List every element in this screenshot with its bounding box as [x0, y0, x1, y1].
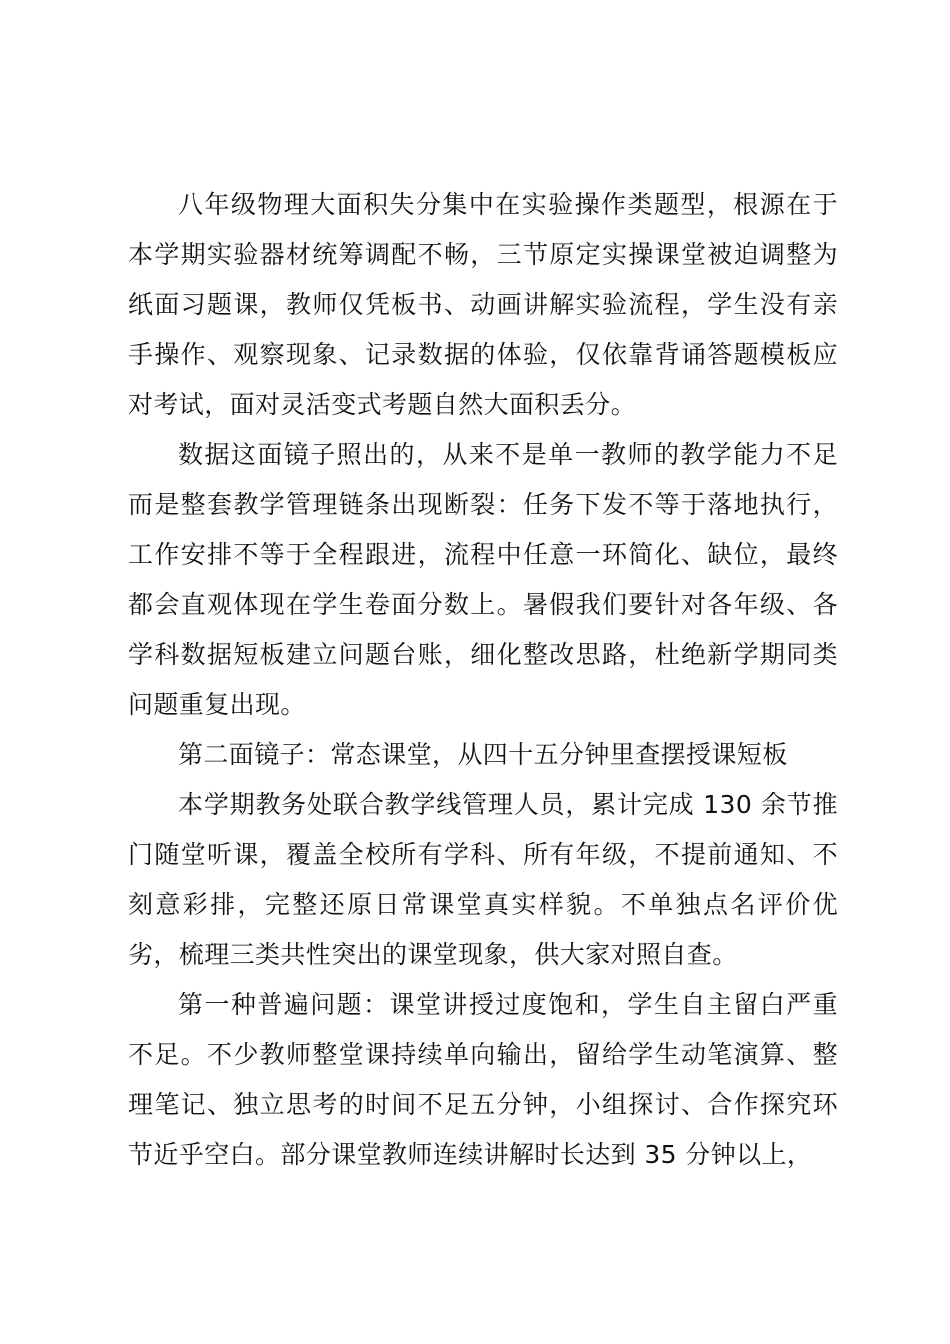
section-heading-second-mirror: 第二面镜子：常态课堂，从四十五分钟里查摆授课短板 [178, 740, 788, 769]
paragraph-first-problem: 第一种普遍问题：课堂讲授过度饱和，学生自主留白严重不足。不少教师整堂课持续单向输出，留给学生动笔演算、整理笔记、独立思考的时间不足五分钟，小组探讨、合作探究环节近乎空白。部分课堂教师连续讲解时长达到 35 分钟以上， [128, 990, 838, 1169]
document-body [128, 180, 838, 1180]
paragraph-physics-analysis: 八年级物理大面积失分集中在实验操作类题型，根源在于本学期实验器材统筹调配不畅，三节原定实操课堂被迫调整为纸面习题课，教师仅凭板书、动画讲解实验流程，学生没有亲手操作、观察现象、记录数据的体验，仅依靠背诵答题模板应对考试，面对灵活变式考题自然大面积丢分。 [128, 190, 838, 419]
paragraph-data-mirror: 数据这面镜子照出的，从来不是单一教师的教学能力不足而是整套教学管理链条出现断裂：任务下发不等于落地执行，工作安排不等于全程跟进，流程中任意一环简化、缺位，最终都会直观体现在学生卷面分数上。暑假我们要针对各年级、各学科数据短板建立问题台账，细化整改思路，杜绝新学期同类问题重复出现。 [128, 440, 838, 719]
paragraph-classroom-observation: 本学期教务处联合教学线管理人员，累计完成 130 余节推门随堂听课，覆盖全校所有学科、所有年级，不提前通知、不刻意彩排，完整还原日常课堂真实样貌。不单独点名评价优劣，梳理三类共性突出的课堂现象，供大家对照自查。 [128, 790, 838, 969]
